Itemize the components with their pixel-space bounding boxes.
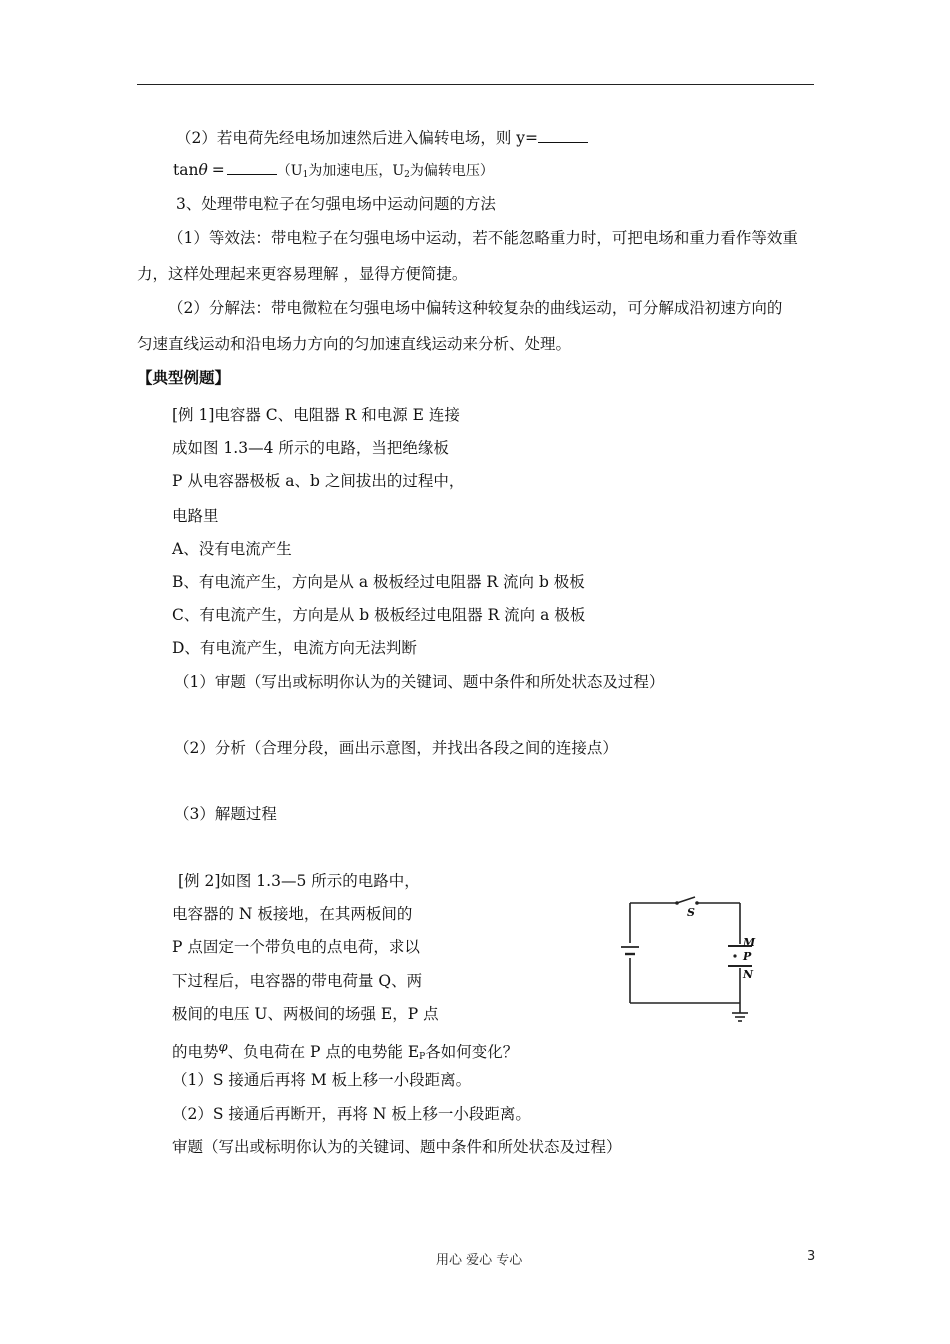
switch-contact-left (675, 901, 679, 905)
section-heading-examples: 【典型例题】 (137, 368, 231, 387)
method-equivalent-1: （1）等效法：带电粒子在匀强电场中运动，若不能忽略重力时，可把电场和重力看作等效重 (168, 229, 798, 247)
example2-line4: 下过程后，电容器的带电荷量 Q、两 (172, 972, 423, 990)
phi-symbol: φ (218, 1040, 228, 1055)
theta-symbol: θ (198, 161, 208, 179)
answer-blank-y[interactable] (538, 128, 588, 143)
example1-line1: [例 1]电容器 C、电阻器 R 和电源 E 连接 (172, 406, 460, 424)
example2-step1: （1）S 接通后再将 M 板上移一小段距离。 (172, 1071, 472, 1089)
formula-line-y (176, 128, 588, 148)
switch-contact-right (695, 901, 699, 905)
plate-n-label: N (743, 968, 754, 981)
voltage-note: （$U_1$为加速电压，$U_2$为偏转电压） (276, 163, 494, 180)
answer-blank-tan[interactable] (227, 160, 277, 175)
example1-line3: P 从电容器极板 a、b 之间拔出的过程中， (172, 472, 465, 490)
example2-line2: 电容器的 N 板接地，在其两板间的 (172, 905, 413, 923)
example2-line3: P 点固定一个带负电的点电荷，求以 (172, 938, 420, 956)
method-decompose-2: 匀速直线运动和沿电场力方向的匀加速直线运动来分析、处理。 (137, 335, 572, 353)
option-c: C、有电流产生，方向是从 b 极板经过电阻器 R 流向 a 极板 (172, 606, 586, 624)
plate-m-label: M (743, 936, 756, 949)
tan-label: tan (173, 161, 199, 179)
option-b: B、有电流产生，方向是从 a 极板经过电阻器 R 流向 b 极板 (172, 573, 585, 591)
header-rule (137, 84, 814, 85)
step-solution: （3）解题过程 (174, 805, 277, 823)
example2-line5: 极间的电压 U、两极间的场强 E，P 点 (172, 1005, 439, 1023)
point-p-label: P (743, 950, 752, 963)
formula-y-text: （2）若电荷先经电场加速然后进入偏转电场，则 y= (176, 129, 539, 147)
example1-line4: 电路里 (172, 507, 219, 525)
circuit-diagram (615, 888, 765, 1028)
method-decompose-1: （2）分解法：带电微粒在匀强电场中偏转这种较复杂的曲线运动，可分解成沿初速方向的 (168, 299, 783, 317)
method-heading: 3、处理带电粒子在匀强电场中运动问题的方法 (176, 195, 496, 213)
equals-sign: = (211, 161, 225, 179)
formula-line-tan (173, 160, 494, 185)
step-review: （1）审题（写出或标明你认为的关键词、题中条件和所处状态及过程） (174, 673, 665, 691)
option-a: A、没有电流产生 (172, 540, 292, 558)
switch-lever (677, 897, 695, 903)
example2-review: 审题（写出或标明你认为的关键词、题中条件和所处状态及过程） (172, 1138, 622, 1156)
method-equivalent-2: 力，这样处理起来更容易理解 ，显得方便简捷。 (137, 265, 468, 283)
example2-step2: （2）S 接通后再断开，再将 N 板上移一小段距离。 (172, 1105, 531, 1123)
point-p-dot (733, 954, 736, 957)
example2-line6: 的电势$^\varphi$、负电荷在 P 点的电势能 $E_P$各如何变化？ (172, 1040, 519, 1062)
example1-line2: 成如图 1.3—4 所示的电路，当把绝缘板 (172, 439, 449, 457)
option-d: D、有电流产生，电流方向无法判断 (172, 639, 417, 657)
switch-label: S (687, 906, 695, 919)
footer-slogan: 用心 爱心 专心 (436, 1253, 523, 1268)
example2-line1: [例 2]如图 1.3—5 所示的电路中， (178, 872, 420, 890)
page-number: 3 (807, 1249, 816, 1264)
step-analysis: （2）分析（合理分段，画出示意图，并找出各段之间的连接点） (174, 739, 618, 757)
